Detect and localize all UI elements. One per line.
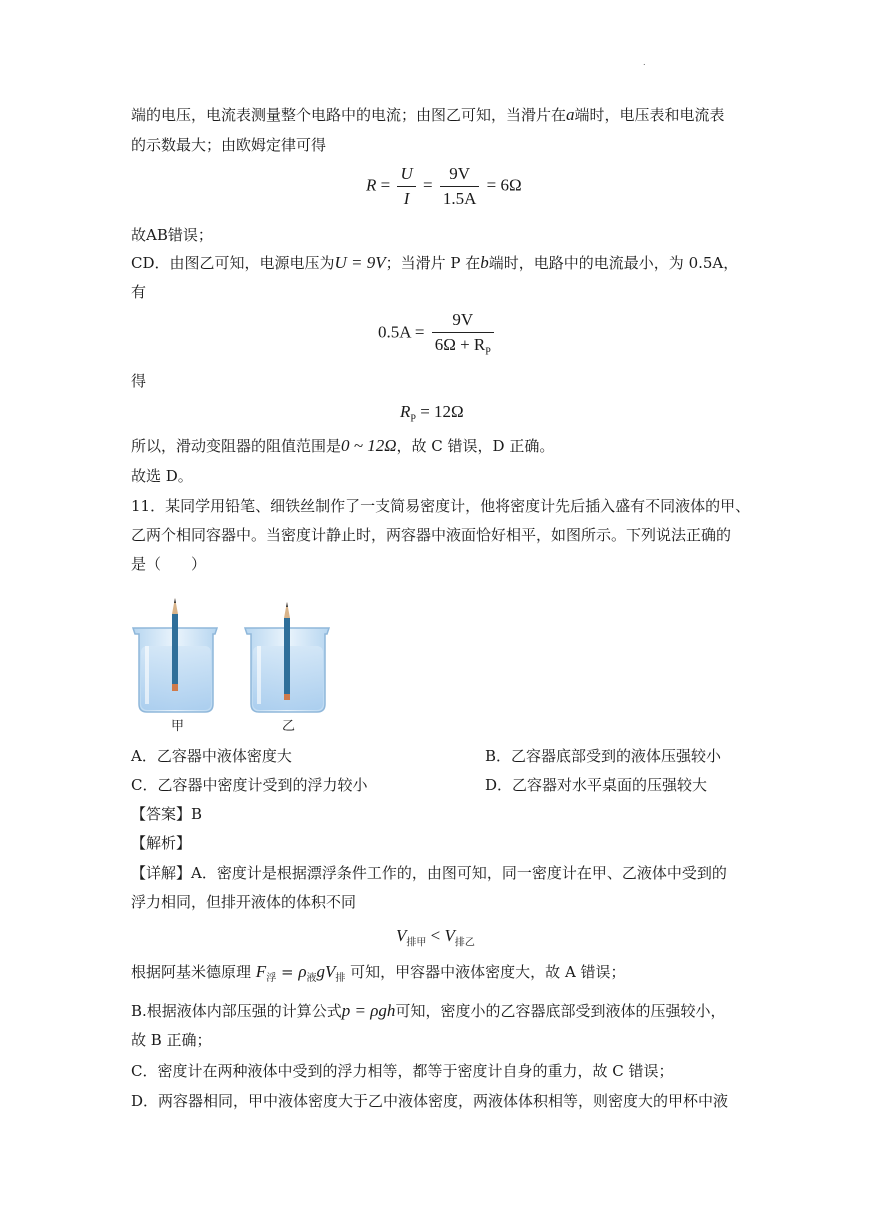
fraction: $\frac{9V}{1.5A}$ [440,164,480,209]
text-line: 端的电压，电流表测量整个电路中的电流；由图乙可知，当滑片在a端时，电压表和电流表 [131,105,725,124]
page-mark: . [643,58,646,67]
option-a: A．乙容器中液体密度大 [131,747,292,765]
figure-label-b: 乙 [282,719,296,734]
equation-ohm: R = $\frac{U}{I}$ = $\frac{9V}{1.5A}$ = 6Ω [366,164,522,208]
text-line: 根据阿基米德原理 $F_浮 = \rho_液gV_排$ 可知，甲容器中液体密度大，故 A 错误； [131,962,626,984]
beaker-a [133,598,217,712]
text-line: 所以，滑动变阻器的阻值范围是0 ~ 12Ω，故 C 错误，D 正确。 [131,436,555,455]
option-c: C．乙容器中密度计受到的浮力较小 [131,776,368,794]
beaker-b [245,602,329,712]
question-text: 乙两个相同容器中。当密度计静止时，两容器中液面恰好相平，如图所示。下列说法正确的 [131,526,732,544]
math-inline: 0 ~ 12Ω [341,436,397,455]
text-line: 得 [131,372,147,390]
text-line: 有 [131,283,147,301]
question-text: 是（ ） [131,555,207,573]
math-inline: p = ρgh [341,1001,396,1020]
figure-label-a: 甲 [171,719,185,734]
answer: 【答案】B [131,805,203,823]
equation-current: 0.5A = $\frac{9V}{6\Omega + R_P}$ [378,310,497,357]
option-b: B．乙容器底部受到的液体压强较小 [485,747,722,765]
analysis-heading: 【解析】 [131,834,192,852]
fraction: $\frac{9V}{6\Omega + R_P}$ [432,310,494,357]
text-line: 故 B 正确； [131,1031,212,1049]
fraction: $\frac{U}{I}$ [397,164,415,209]
text-line: 故选 D。 [131,467,193,485]
equation-rp: $R_P = 12\Omega$ [400,402,464,425]
text-line: 的示数最大；由欧姆定律可得 [131,136,327,154]
text-line: D．两容器相同，甲中液体密度大于乙中液体密度，两液体体积相等，则密度大的甲杯中液 [131,1092,729,1110]
math-var: a [566,105,575,124]
question-text: 11．某同学用铅笔、细铁丝制作了一支简易密度计，他将密度计先后插入盛有不同液体的甲、 [131,497,751,515]
text-line: C．密度计在两种液体中受到的浮力相等，都等于密度计自身的重力，故 C 错误； [131,1062,674,1080]
option-d: D．乙容器对水平桌面的压强较大 [485,776,708,794]
math-var: b [480,253,489,272]
text-line: B.根据液体内部压强的计算公式p = ρgh可知，密度小的乙容器底部受到液体的压强较小， [131,1001,726,1020]
text-line: CD．由图乙可知，电源电压为U = 9V；当滑片 P 在b端时，电路中的电流最小，为 0.5A， [131,253,739,272]
text-line: 【详解】A．密度计是根据漂浮条件工作的，由图可知，同一密度计在甲、乙液体中受到的 [131,864,727,882]
math-inline: U = 9V [334,253,386,272]
equation-volume: $V_{排甲} < V_{排乙}$ [396,926,475,949]
text-line: 浮力相同，但排开液体的体积不同 [131,893,357,911]
beakers-figure [131,586,331,736]
text-line: 故AB错误； [131,226,213,244]
